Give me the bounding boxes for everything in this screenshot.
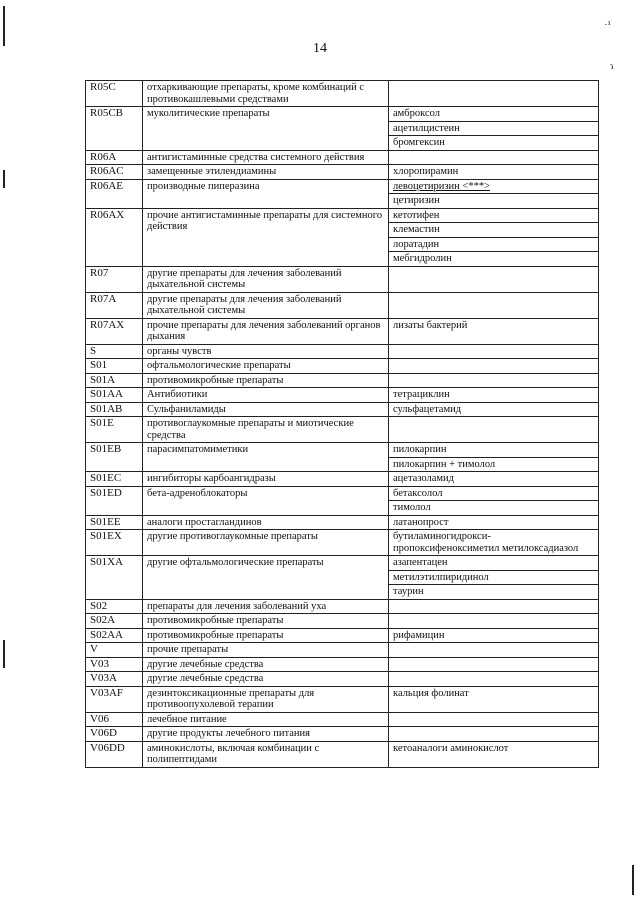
pharmacological-group-cell: прочие препараты — [143, 643, 389, 658]
drug-name-cell: метилэтилпиридинол — [389, 570, 599, 585]
table-row — [86, 318, 599, 344]
pharmacological-group-cell: другие лечебные средства — [143, 672, 389, 687]
pharmacological-group-cell: другие лечебные средства — [143, 657, 389, 672]
drug-name-cell: азапентацен — [389, 556, 599, 571]
table-row — [86, 643, 599, 658]
atc-code-cell: S — [86, 344, 143, 359]
drug-name-cell: пилокарпин + тимолол — [389, 457, 599, 472]
pharmacological-group-cell: другие противоглаукомные препараты — [143, 530, 389, 556]
drug-name-cell: лизаты бактерий — [389, 318, 599, 344]
table-row — [86, 712, 599, 727]
atc-code-cell: S01EC — [86, 472, 143, 487]
pharmacological-group-cell: препараты для лечения заболеваний уха — [143, 599, 389, 614]
table-row — [86, 292, 599, 318]
drug-name-cell: хлоропирамин — [389, 165, 599, 180]
atc-code-cell: S01A — [86, 373, 143, 388]
drug-name-cell — [389, 712, 599, 727]
drug-name-cell: левоцетиризин <***> — [389, 179, 599, 194]
drug-name-cell — [389, 359, 599, 374]
table-row — [86, 344, 599, 359]
atc-code-cell: R07AX — [86, 318, 143, 344]
pharmacological-group-cell: аминокислоты, включая комбинации с полипептидами — [143, 741, 389, 767]
scan-edge-mark-bottom — [3, 640, 5, 668]
atc-code-cell: V03 — [86, 657, 143, 672]
pharmacological-group-cell: муколитические препараты — [143, 107, 389, 151]
table-row — [86, 741, 599, 767]
table-row — [86, 686, 599, 712]
atc-code-cell: S01EX — [86, 530, 143, 556]
pharmacological-group-cell: парасимпатомиметики — [143, 443, 389, 472]
table-row — [86, 107, 599, 122]
pharmacological-group-cell: другие продукты лечебного питания — [143, 727, 389, 742]
margin-stamp-line1: ·¹ — [604, 19, 611, 31]
table-row — [86, 402, 599, 417]
table-row — [86, 165, 599, 180]
atc-code-cell: V06 — [86, 712, 143, 727]
scan-edge-mark-middle — [3, 170, 5, 188]
table-row — [86, 672, 599, 687]
table-row — [86, 530, 599, 556]
pharmacological-group-cell: противомикробные препараты — [143, 628, 389, 643]
drug-name-cell: тетрациклин — [389, 388, 599, 403]
drug-name-cell — [389, 266, 599, 292]
pharmacological-group-cell: офтальмологические препараты — [143, 359, 389, 374]
drug-name-cell — [389, 643, 599, 658]
atc-code-cell: V — [86, 643, 143, 658]
pharmacological-group-cell: Сульфаниламиды — [143, 402, 389, 417]
page-number: 14 — [313, 41, 327, 56]
table-row — [86, 443, 599, 458]
table-row — [86, 599, 599, 614]
table-row — [86, 81, 599, 107]
drug-name-cell: цетиризин — [389, 194, 599, 209]
atc-code-cell: S01ED — [86, 486, 143, 515]
atc-code-cell: V06DD — [86, 741, 143, 767]
pharmacological-group-cell: дезинтоксикационные препараты для противоопухолевой терапии — [143, 686, 389, 712]
atc-code-cell: R07 — [86, 266, 143, 292]
drug-name-cell: кетоаналоги аминокислот — [389, 741, 599, 767]
drug-name-cell: тимолол — [389, 501, 599, 516]
atc-code-cell: S02 — [86, 599, 143, 614]
drug-name-cell: кальция фолинат — [389, 686, 599, 712]
atc-code-cell: S01AA — [86, 388, 143, 403]
pharmacological-group-cell: прочие антигистаминные препараты для системного действия — [143, 208, 389, 266]
atc-code-cell: R06AE — [86, 179, 143, 208]
drug-name-cell: клемастин — [389, 223, 599, 238]
pharmacological-group-cell: другие препараты для лечения заболеваний дыхательной системы — [143, 292, 389, 318]
drug-name-cell: кетотифен — [389, 208, 599, 223]
pharmacological-group-cell: органы чувств — [143, 344, 389, 359]
table-row — [86, 515, 599, 530]
table-row — [86, 556, 599, 571]
drug-name-cell — [389, 672, 599, 687]
drug-name-cell: мебгидролин — [389, 252, 599, 267]
table-row — [86, 472, 599, 487]
pharmacological-group-cell: антигистаминные средства системного действия — [143, 150, 389, 165]
atc-code-cell: S02A — [86, 614, 143, 629]
drug-name-cell — [389, 150, 599, 165]
table-row — [86, 150, 599, 165]
atc-code-cell: S01EB — [86, 443, 143, 472]
scan-edge-mark-top — [3, 6, 5, 46]
pharmacological-group-cell: другие препараты для лечения заболеваний дыхательной системы — [143, 266, 389, 292]
atc-code-cell: V03AF — [86, 686, 143, 712]
pharmacological-group-cell: ингибиторы карбоангидразы — [143, 472, 389, 487]
pharmacological-group-cell: аналоги простагландинов — [143, 515, 389, 530]
pharmacological-group-cell: бета-адреноблокаторы — [143, 486, 389, 515]
table-row — [86, 417, 599, 443]
atc-code-cell: R05CB — [86, 107, 143, 151]
drug-name-cell — [389, 599, 599, 614]
drug-name-cell: бутиламиногидрокси-пропоксифеноксиметил метилоксадиазол — [389, 530, 599, 556]
atc-code-cell: R05C — [86, 81, 143, 107]
drug-name-cell: рифамицин — [389, 628, 599, 643]
atc-code-cell: S01 — [86, 359, 143, 374]
atc-code-cell: S02AA — [86, 628, 143, 643]
table-row — [86, 373, 599, 388]
table-row — [86, 727, 599, 742]
drug-name-cell: ацетилцистеин — [389, 121, 599, 136]
table-row — [86, 359, 599, 374]
drug-name-cell: бетаксолол — [389, 486, 599, 501]
pharmacological-group-cell: производные пиперазина — [143, 179, 389, 208]
drug-name-cell: амброксол — [389, 107, 599, 122]
drug-name-cell: бромгексин — [389, 136, 599, 151]
atc-code-cell: R07A — [86, 292, 143, 318]
drug-name-cell: лоратадин — [389, 237, 599, 252]
pharmacological-group-cell: Антибиотики — [143, 388, 389, 403]
drug-name-cell: таурин — [389, 585, 599, 600]
drug-name-cell: сульфацетамид — [389, 402, 599, 417]
atc-code-cell: S01EE — [86, 515, 143, 530]
pharmacological-group-cell: замещенные этилендиамины — [143, 165, 389, 180]
margin-stamp-line2: ɿ — [610, 60, 614, 72]
atc-code-cell: R06A — [86, 150, 143, 165]
pharmacological-group-cell: отхаркивающие препараты, кроме комбинаций с противокашлевыми средствами — [143, 81, 389, 107]
atc-code-cell: S01E — [86, 417, 143, 443]
drug-name-cell: пилокарпин — [389, 443, 599, 458]
pharmacological-group-cell: другие офтальмологические препараты — [143, 556, 389, 600]
pharmacological-group-cell: противомикробные препараты — [143, 373, 389, 388]
table-row — [86, 657, 599, 672]
table-body — [86, 81, 599, 768]
drug-name-cell — [389, 373, 599, 388]
table-row — [86, 208, 599, 223]
atc-code-cell: V03A — [86, 672, 143, 687]
pharmacological-group-cell: противомикробные препараты — [143, 614, 389, 629]
atc-code-cell: R06AC — [86, 165, 143, 180]
drug-name-cell — [389, 292, 599, 318]
table-row — [86, 266, 599, 292]
drug-name-cell — [389, 344, 599, 359]
atc-code-cell: S01AB — [86, 402, 143, 417]
drug-name-cell — [389, 81, 599, 107]
table-row — [86, 179, 599, 194]
drug-name-cell — [389, 614, 599, 629]
pharmacological-group-cell: противоглаукомные препараты и миотические средства — [143, 417, 389, 443]
drug-name-cell: ацетазоламид — [389, 472, 599, 487]
drug-name-cell — [389, 417, 599, 443]
table-row — [86, 388, 599, 403]
table-row — [86, 628, 599, 643]
atc-code-cell: R06AX — [86, 208, 143, 266]
drug-name-cell: латанопрост — [389, 515, 599, 530]
drug-name-cell — [389, 727, 599, 742]
atc-code-cell: S01XA — [86, 556, 143, 600]
table-row — [86, 614, 599, 629]
pharmacological-group-cell: лечебное питание — [143, 712, 389, 727]
scan-edge-mark-right — [632, 865, 634, 895]
pharmacological-group-cell: прочие препараты для лечения заболеваний органов дыхания — [143, 318, 389, 344]
drug-name-cell — [389, 657, 599, 672]
atc-drug-table — [85, 80, 599, 768]
atc-code-cell: V06D — [86, 727, 143, 742]
table-row — [86, 486, 599, 501]
